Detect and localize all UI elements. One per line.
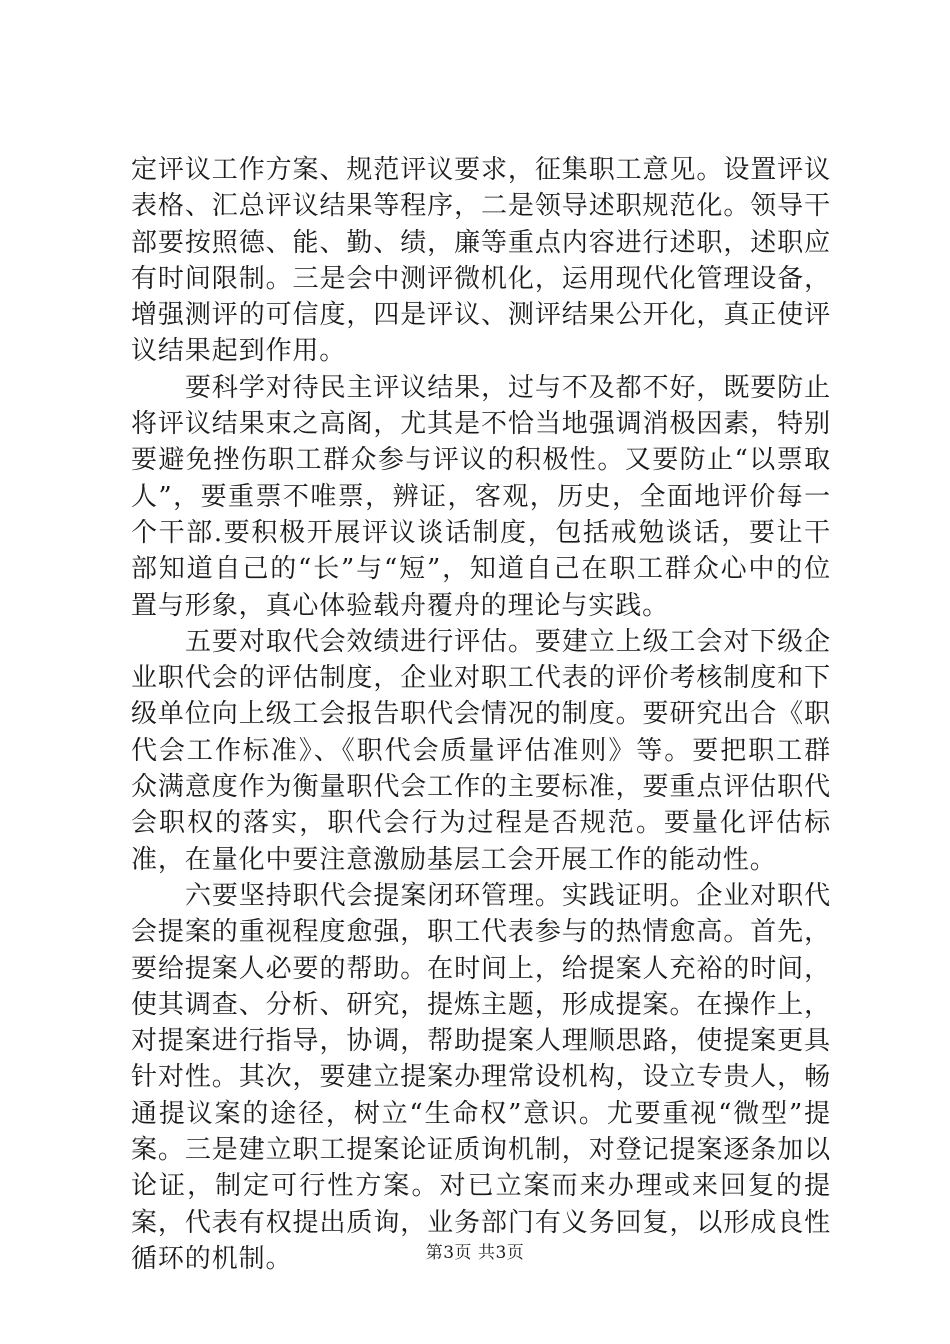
document-body [131, 152, 831, 1277]
paragraph-2: 要科学对待民主评议结果，过与不及都不好，既要防止将评议结果束之高阁，尤其是不恰当地强调消极因素，特别要避免挫伤职工群众参与评议的积极性。又要防止“以票取人”，要重票不唯票，辨证，客观，历史，全面地评价每一个干部.要积极开展评议谈话制度，包括戒勉谈话，要让干部知道自己的“长”与“短”，知道自己在职工群众心中的位置与形象，真心体验载舟覆舟的理论与实践。 [131, 372, 831, 621]
paragraph-3: 五要对取代会效绩进行评估。要建立上级工会对下级企业职代会的评估制度，企业对职工代表的评价考核制度和下级单位向上级工会报告职代会情况的制度。要研究出合《职代会工作标准》、《职代会质量评估准则》等。要把职工群众满意度作为衡量职代会工作的主要标准，要重点评估职代会职权的落实，职代会行为过程是否规范。要量化评估标准，在量化中要注意激励基层工会开展工作的能动性。 [131, 626, 831, 875]
paragraph-4: 六要坚持职代会提案闭环管理。实践证明。企业对职代会提案的重视程度愈强，职工代表参与的热情愈高。首先，要给提案人必要的帮助。在时间上，给提案人充裕的时间，使其调查、分析、研究，提炼主题，形成提案。在操作上，对提案进行指导，协调，帮助提案人理顺思路，使提案更具针对性。其次，要建立提案办理常设机构，设立专贵人，畅通提议案的途径，树立“生命权”意识。尤要重视“微型”提案。三是建立职工提案论证质询机制，对登记提案逐条加以论证，制定可行性方案。对已立案而来办理或来回复的提案，代表有权提出质询，业务部门有义务回复，以形成良性循环的机制。 [131, 880, 831, 1274]
paragraph-1: 定评议工作方案、规范评议要求，征集职工意见。设置评议表格、汇总评议结果等程序，二是领导述职规范化。领导干部要按照德、能、勤、绩，廉等重点内容进行述职，述职应有时间限制。三是会中测评微机化，运用现代化管理设备，增强测评的可信度，四是评议、测评结果公开化，真正使评议结果起到作用。 [131, 155, 831, 367]
page-footer: 第3页 共3页 [425, 1243, 525, 1263]
